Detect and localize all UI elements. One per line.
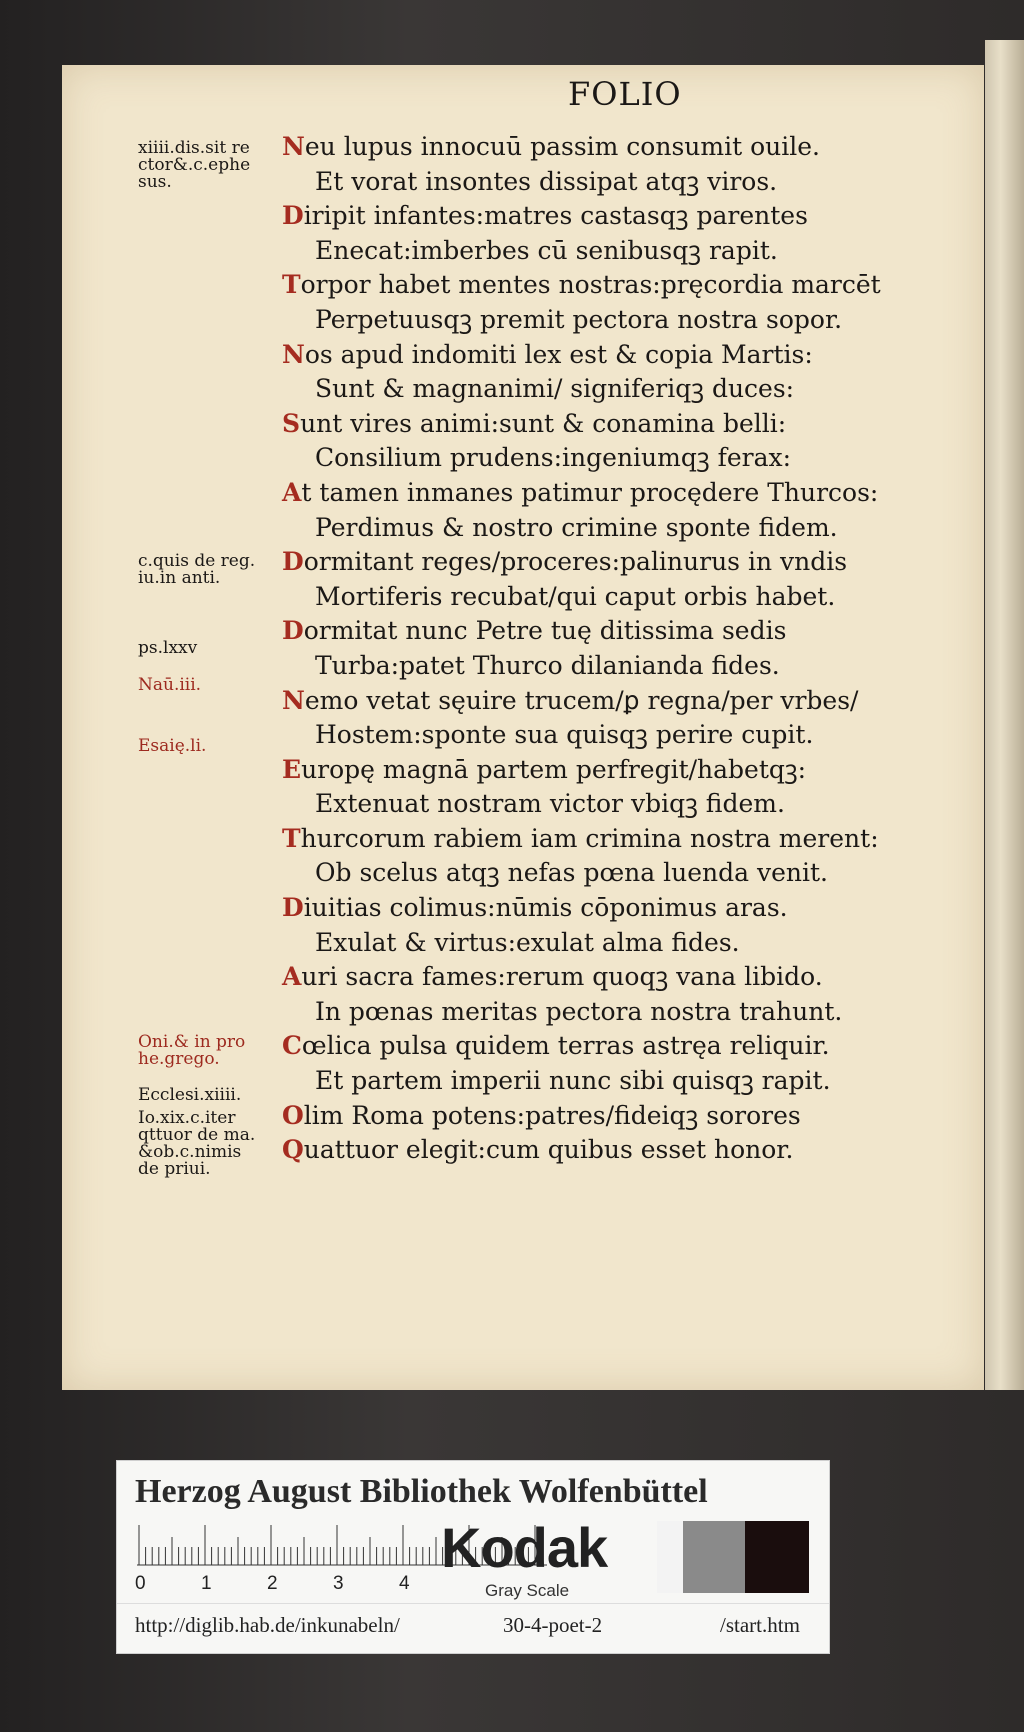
rubricated-initial: D (282, 893, 304, 923)
verse-line (282, 926, 972, 961)
verse-line (282, 995, 972, 1030)
verse-line (282, 338, 972, 373)
verse-line (282, 303, 972, 338)
verse-line (282, 1064, 972, 1099)
verse-line (282, 130, 972, 165)
verse-line (282, 1099, 972, 1134)
verse-text: emo vetat sęuire trucem/ꝑ regna/per vrbes/ (304, 685, 859, 715)
rubricated-initial: O (282, 1100, 304, 1130)
verse-text: Et vorat insontes dissipat atqꝫ viros. (315, 166, 778, 196)
verse-text: Perdimus & nostro crimine sponte fidem. (315, 512, 838, 542)
verse-line (282, 234, 972, 269)
rubricated-initial: N (282, 685, 305, 715)
ruler-number: 1 (201, 1573, 212, 1594)
swatch-gray (683, 1521, 745, 1593)
ruler-number: 2 (267, 1573, 278, 1594)
verse-line (282, 268, 972, 303)
verse-line (282, 580, 972, 615)
url-base: http://diglib.hab.de/inkunabeln/ (135, 1613, 400, 1637)
rubricated-initial: D (282, 616, 304, 646)
rubricated-initial: T (282, 823, 301, 853)
verse-text: In pœnas meritas pectora nostra trahunt. (315, 996, 843, 1026)
verse-block (282, 130, 972, 1168)
verse-text: Perpetuusqꝫ premit pectora nostra sopor. (315, 304, 843, 334)
margin-note: Io.xix.c.iter qttuor de ma. &ob.c.nimis de priui. (138, 1108, 256, 1179)
verse-line (282, 441, 972, 476)
library-card (116, 1460, 830, 1654)
rubricated-initial: C (282, 1031, 302, 1061)
rubricated-initial: S (282, 408, 301, 438)
rubricated-initial: N (282, 339, 305, 369)
ruler-number: 4 (399, 1573, 410, 1594)
verse-text: uri sacra fames:rerum quoqꝫ vana libido. (301, 962, 823, 992)
verse-text: Mortiferis recubat/qui caput orbis habet. (315, 581, 836, 611)
kodak-logo: Kodak (441, 1516, 608, 1579)
folio-header: FOLIO (568, 75, 682, 113)
rubricated-initial: D (282, 201, 304, 231)
rubricated-initial: E (282, 754, 302, 784)
verse-text: lim Roma potens:patres/fideiqꝫ sorores (303, 1100, 801, 1130)
verse-text: œlica pulsa quidem terras astręa reliquir. (301, 1031, 830, 1061)
url-shelfmark: 30-4-poet-2 (503, 1613, 603, 1637)
verse-line (282, 199, 972, 234)
rubricated-initial: T (282, 270, 301, 300)
verse-text: Ob scelus atqꝫ nefas pœna luenda venit. (315, 858, 828, 888)
verse-text: Et partem imperii nunc sibi quisqꝫ rapit. (315, 1066, 831, 1096)
margin-note: xiiii.dis.sit re ctor&.c.ephe sus. (138, 138, 251, 192)
verse-line (282, 684, 972, 719)
margin-note: ps.lxxv (138, 638, 198, 658)
card-divider (117, 1603, 829, 1604)
verse-text: Sunt & magnanimi/ signiferiqꝫ duces: (315, 374, 795, 404)
margin-note: Ecclesi.xiiii. (138, 1085, 242, 1105)
verse-text: hurcorum rabiem iam crimina nostra merent: (300, 823, 879, 853)
next-page-edge (985, 40, 1024, 1390)
ruler-number: 0 (135, 1573, 146, 1594)
verse-text: Exulat & virtus:exulat alma fides. (315, 927, 740, 957)
verse-text: iuitias colimus:nūmis cōponimus aras. (303, 893, 788, 923)
verse-line (282, 614, 972, 649)
verse-text: Enecat:imberbes cū senibusqꝫ rapit. (315, 235, 778, 265)
verse-text: unt vires animi:sunt & conamina belli: (300, 408, 787, 438)
verse-line (282, 165, 972, 200)
verse-line (282, 822, 972, 857)
library-name: Herzog August Bibliothek Wolfenbüttel (135, 1473, 708, 1510)
verse-line (282, 545, 972, 580)
verse-line (282, 407, 972, 442)
rubricated-initial: N (282, 132, 305, 161)
verse-line (282, 372, 972, 407)
verse-line (282, 511, 972, 546)
verse-text: Hostem:sponte sua quisqꝫ perire cupit. (315, 720, 814, 750)
verse-text: Consilium prudens:ingeniumqꝫ ferax: (315, 443, 792, 473)
verse-text: uropę magnā partem perfregit/habetqꝫ: (301, 754, 807, 784)
verse-text: ormitat nunc Petre tuę ditissima sedis (303, 616, 787, 646)
verse-text: Extenuat nostram victor vbiqꝫ fidem. (315, 789, 785, 819)
verse-line (282, 960, 972, 995)
verse-line (282, 753, 972, 788)
url-start: /start.htm (720, 1613, 800, 1637)
verse-text: eu lupus innocuū passim consumit ouile. (304, 132, 820, 161)
verse-line (282, 649, 972, 684)
margin-note: Oni.& in pro he.grego. (138, 1032, 246, 1069)
verse-text: t tamen inmanes patimur procędere Thurcos: (301, 477, 879, 507)
margin-note: Naū.iii. (138, 675, 202, 695)
margin-note: Esaię.li. (138, 736, 207, 756)
rubricated-initial: A (282, 477, 302, 507)
verse-text: Turba:patet Thurco dilanianda fides. (315, 650, 780, 680)
verse-text: orpor habet mentes nostras:pręcordia marcēt (300, 270, 881, 300)
margin-note: c.quis de reg. iu.in anti. (138, 551, 256, 588)
verse-text: os apud indomiti lex est & copia Martis: (304, 339, 813, 369)
rubricated-initial: D (282, 547, 304, 577)
swatch-black (745, 1521, 809, 1593)
rubricated-initial: A (282, 962, 302, 992)
verse-line (282, 891, 972, 926)
verse-text: uattuor elegit:cum quibus esset honor. (303, 1135, 794, 1165)
verse-line (282, 718, 972, 753)
verse-text: iripit infantes:matres castasqꝫ parentes (303, 201, 808, 231)
verse-text: ormitant reges/proceres:palinurus in vndis (303, 547, 848, 577)
verse-line (282, 1133, 972, 1168)
verse-line (282, 476, 972, 511)
rubricated-initial: Q (282, 1135, 304, 1165)
gray-scale-label: Gray Scale (485, 1581, 570, 1600)
verse-line (282, 856, 972, 891)
verse-line (282, 787, 972, 822)
verse-line (282, 1029, 972, 1064)
ruler-number: 3 (333, 1573, 344, 1594)
